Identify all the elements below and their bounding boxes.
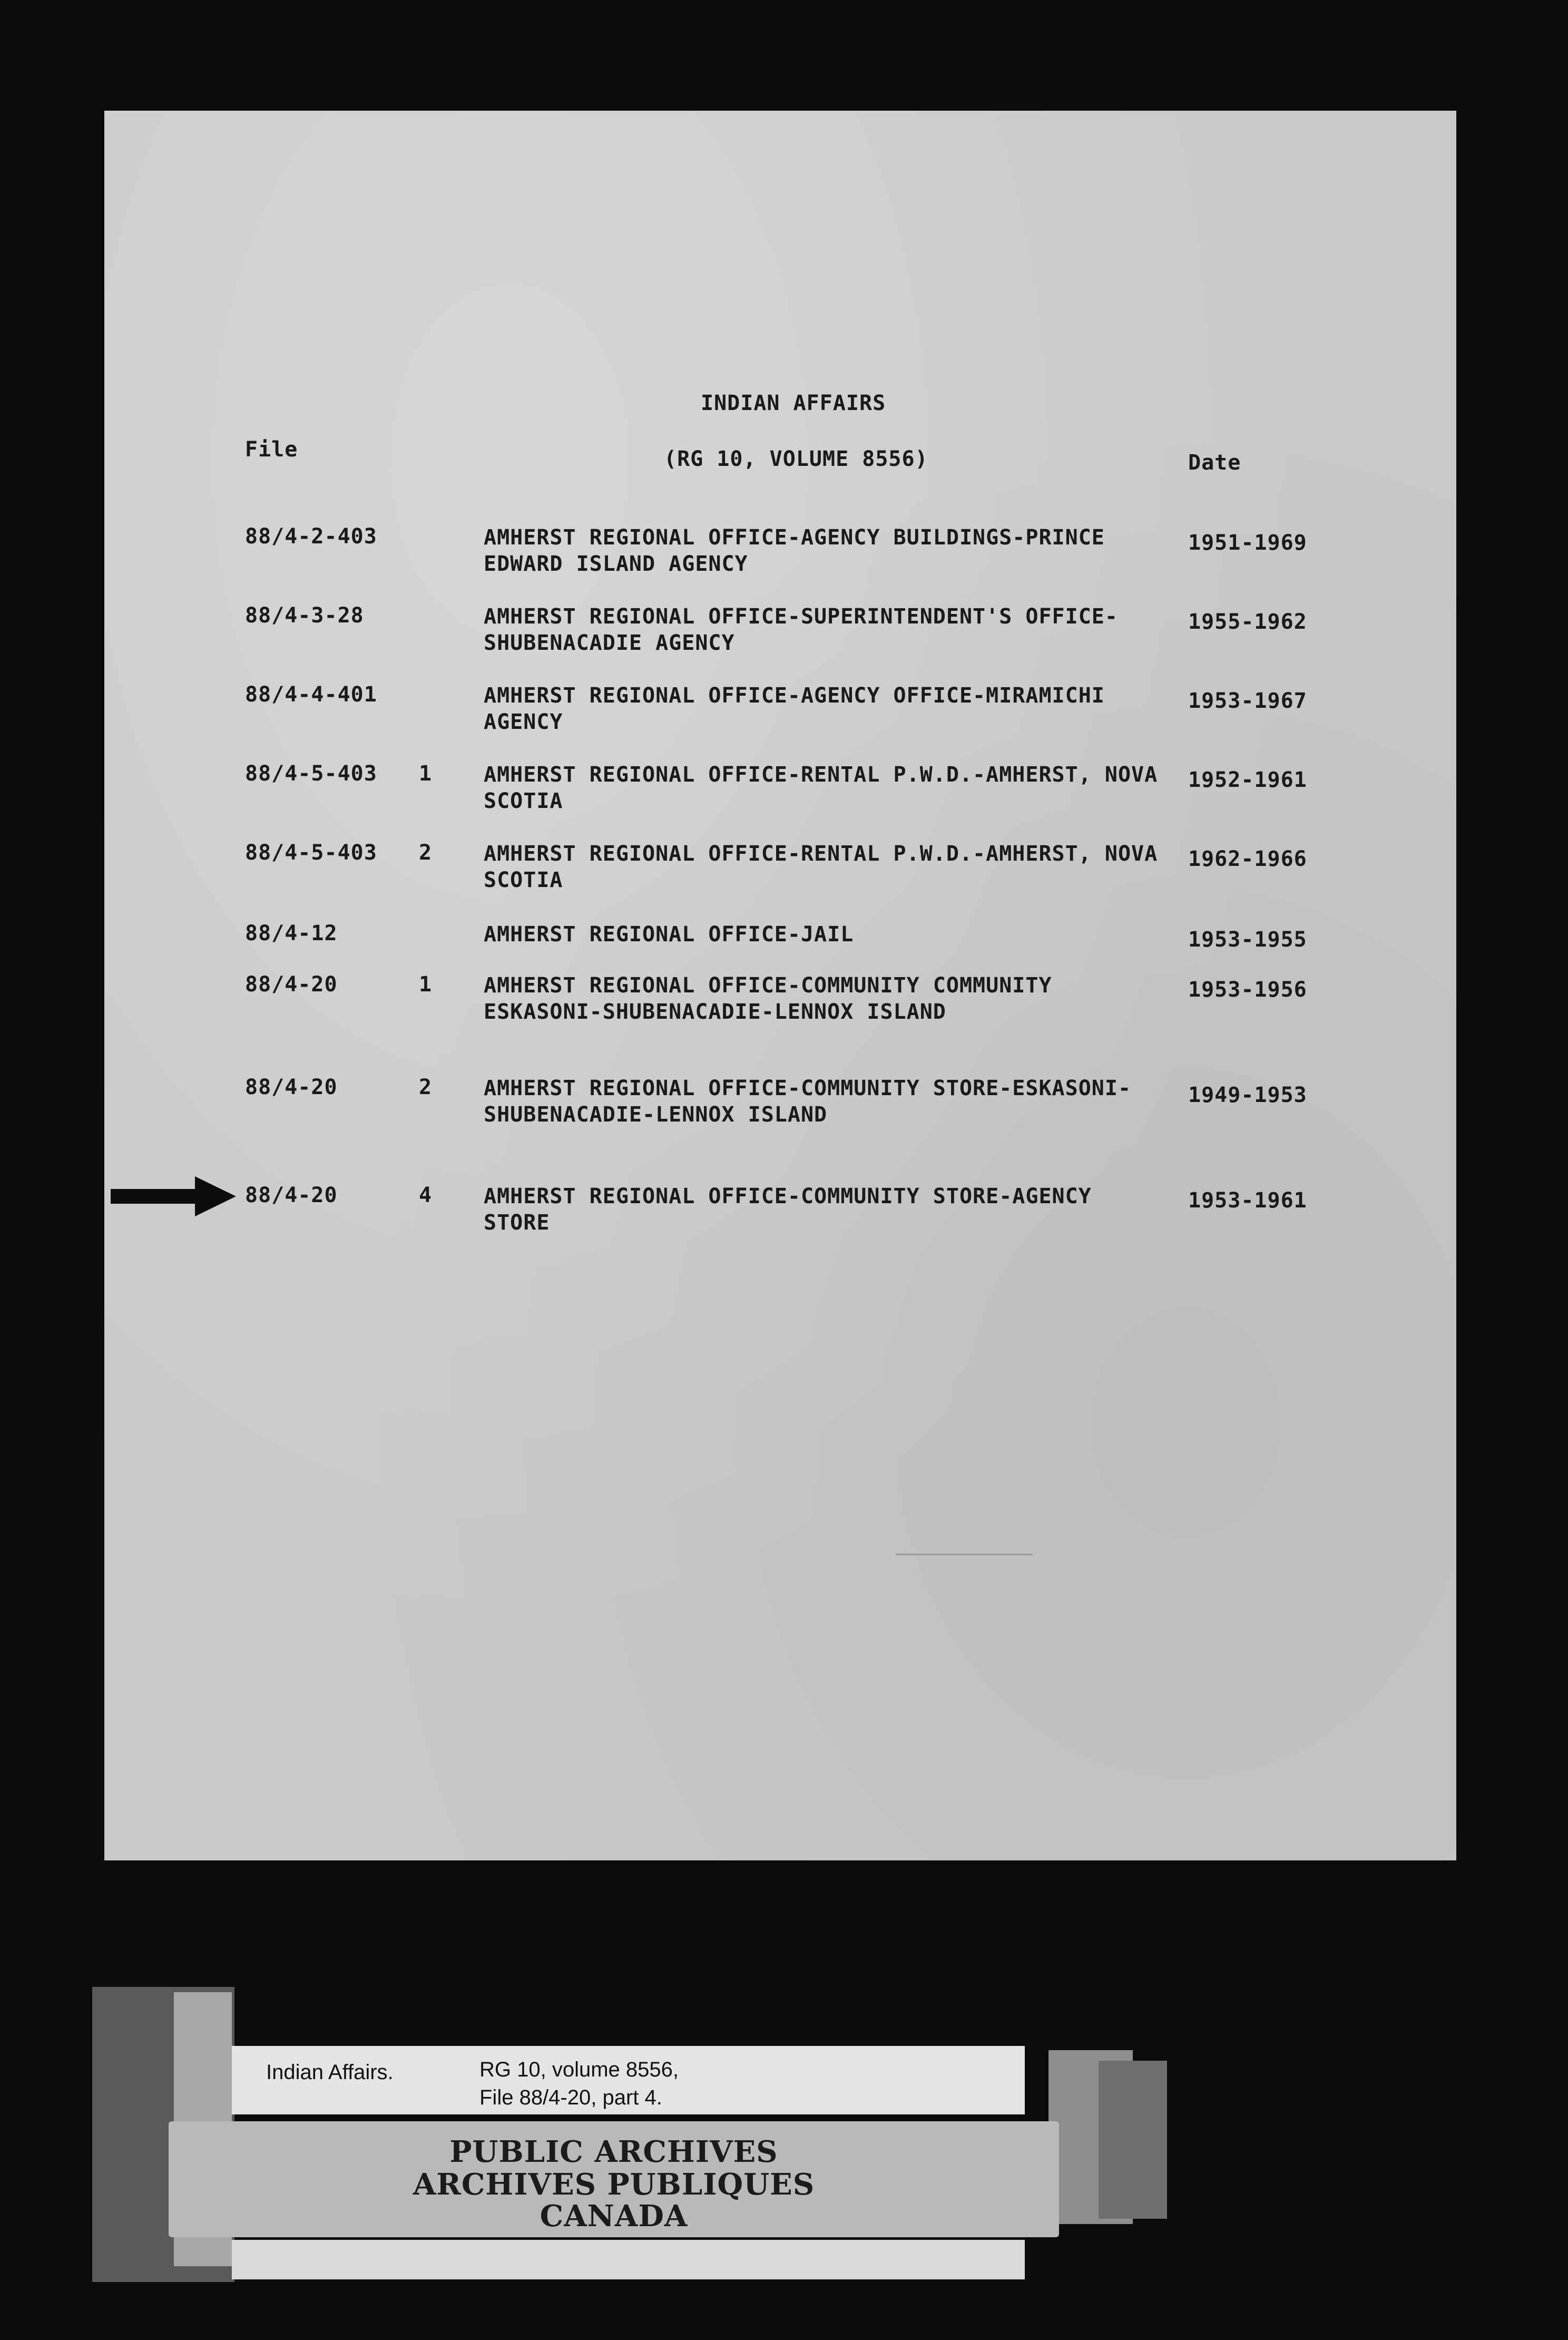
file-date-range: 1953-1967 — [1188, 689, 1307, 713]
label-bottom-strip — [232, 2240, 1025, 2279]
stamp-line-country: CANADA — [540, 2199, 688, 2234]
pointer-arrow-icon — [111, 1175, 237, 1217]
stamp-line-english: PUBLIC ARCHIVES — [449, 2134, 778, 2169]
table-row — [0, 841, 1568, 904]
label-frame-right-outer — [1099, 2061, 1167, 2219]
part-number: 2 — [419, 841, 432, 865]
part-number: 1 — [419, 972, 432, 997]
document-title: INDIAN AFFAIRS — [701, 391, 886, 415]
stray-mark — [896, 1554, 1033, 1555]
file-number: 88/4-20 — [245, 972, 338, 997]
file-date-range: 1949-1953 — [1188, 1083, 1307, 1107]
file-number: 88/4-5-403 — [245, 841, 377, 865]
label-file: File 88/4-20, part 4. — [479, 2086, 662, 2109]
file-date-range: 1953-1956 — [1188, 978, 1307, 1002]
file-title: AMHERST REGIONAL OFFICE-COMMUNITY STORE-ESKASONI-SHUBENACADIE-LENNOX ISLAND — [484, 1076, 1132, 1127]
file-title: AMHERST REGIONAL OFFICE-RENTAL P.W.D.-AMHERST, NOVA SCOTIA — [484, 763, 1158, 813]
file-number: 88/4-5-403 — [245, 762, 377, 786]
file-title: AMHERST REGIONAL OFFICE-COMMUNITY STORE-AGENCY STORE — [484, 1184, 1092, 1235]
file-title: AMHERST REGIONAL OFFICE-AGENCY BUILDINGS-PRINCE EDWARD ISLAND AGENCY — [484, 525, 1105, 576]
file-number: 88/4-4-401 — [245, 682, 377, 707]
file-date-range: 1953-1961 — [1188, 1188, 1307, 1213]
table-row — [0, 972, 1568, 1036]
table-row — [0, 1075, 1568, 1138]
table-row — [0, 603, 1568, 667]
table-row — [0, 762, 1568, 825]
file-number: 88/4-12 — [245, 921, 338, 945]
file-number: 88/4-20 — [245, 1183, 338, 1207]
file-title: AMHERST REGIONAL OFFICE-AGENCY OFFICE-MIRAMICHI AGENCY — [484, 684, 1105, 734]
file-date-range: 1955-1962 — [1188, 610, 1307, 634]
date-column-header: Date — [1188, 451, 1241, 475]
file-date-range: 1952-1961 — [1188, 768, 1307, 792]
file-date-range: 1962-1966 — [1188, 847, 1307, 871]
file-title: AMHERST REGIONAL OFFICE-SUPERINTENDENT'S OFFICE-SHUBENACADIE AGENCY — [484, 604, 1118, 655]
label-volume: RG 10, volume 8556, — [479, 2058, 679, 2081]
file-title: AMHERST REGIONAL OFFICE-COMMUNITY COMMUNITY ESKASONI-SHUBENACADIE-LENNOX ISLAND — [484, 973, 1052, 1024]
file-number: 88/4-3-28 — [245, 603, 364, 628]
table-row — [0, 524, 1568, 588]
stamp-line-french: ARCHIVES PUBLIQUES — [413, 2167, 815, 2202]
part-number: 1 — [419, 762, 432, 786]
file-number: 88/4-20 — [245, 1075, 338, 1099]
file-column-header: File — [245, 437, 298, 462]
file-title: AMHERST REGIONAL OFFICE-RENTAL P.W.D.-AMHERST, NOVA SCOTIA — [484, 842, 1158, 892]
file-title: AMHERST REGIONAL OFFICE-JAIL — [484, 922, 854, 947]
part-number: 4 — [419, 1183, 432, 1207]
file-date-range: 1953-1955 — [1188, 928, 1307, 952]
file-number: 88/4-2-403 — [245, 524, 377, 549]
part-number: 2 — [419, 1075, 432, 1099]
label-department: Indian Affairs. — [266, 2061, 394, 2084]
file-date-range: 1951-1969 — [1188, 531, 1307, 555]
document-subtitle: (RG 10, VOLUME 8556) — [664, 447, 928, 471]
table-row — [0, 682, 1568, 746]
